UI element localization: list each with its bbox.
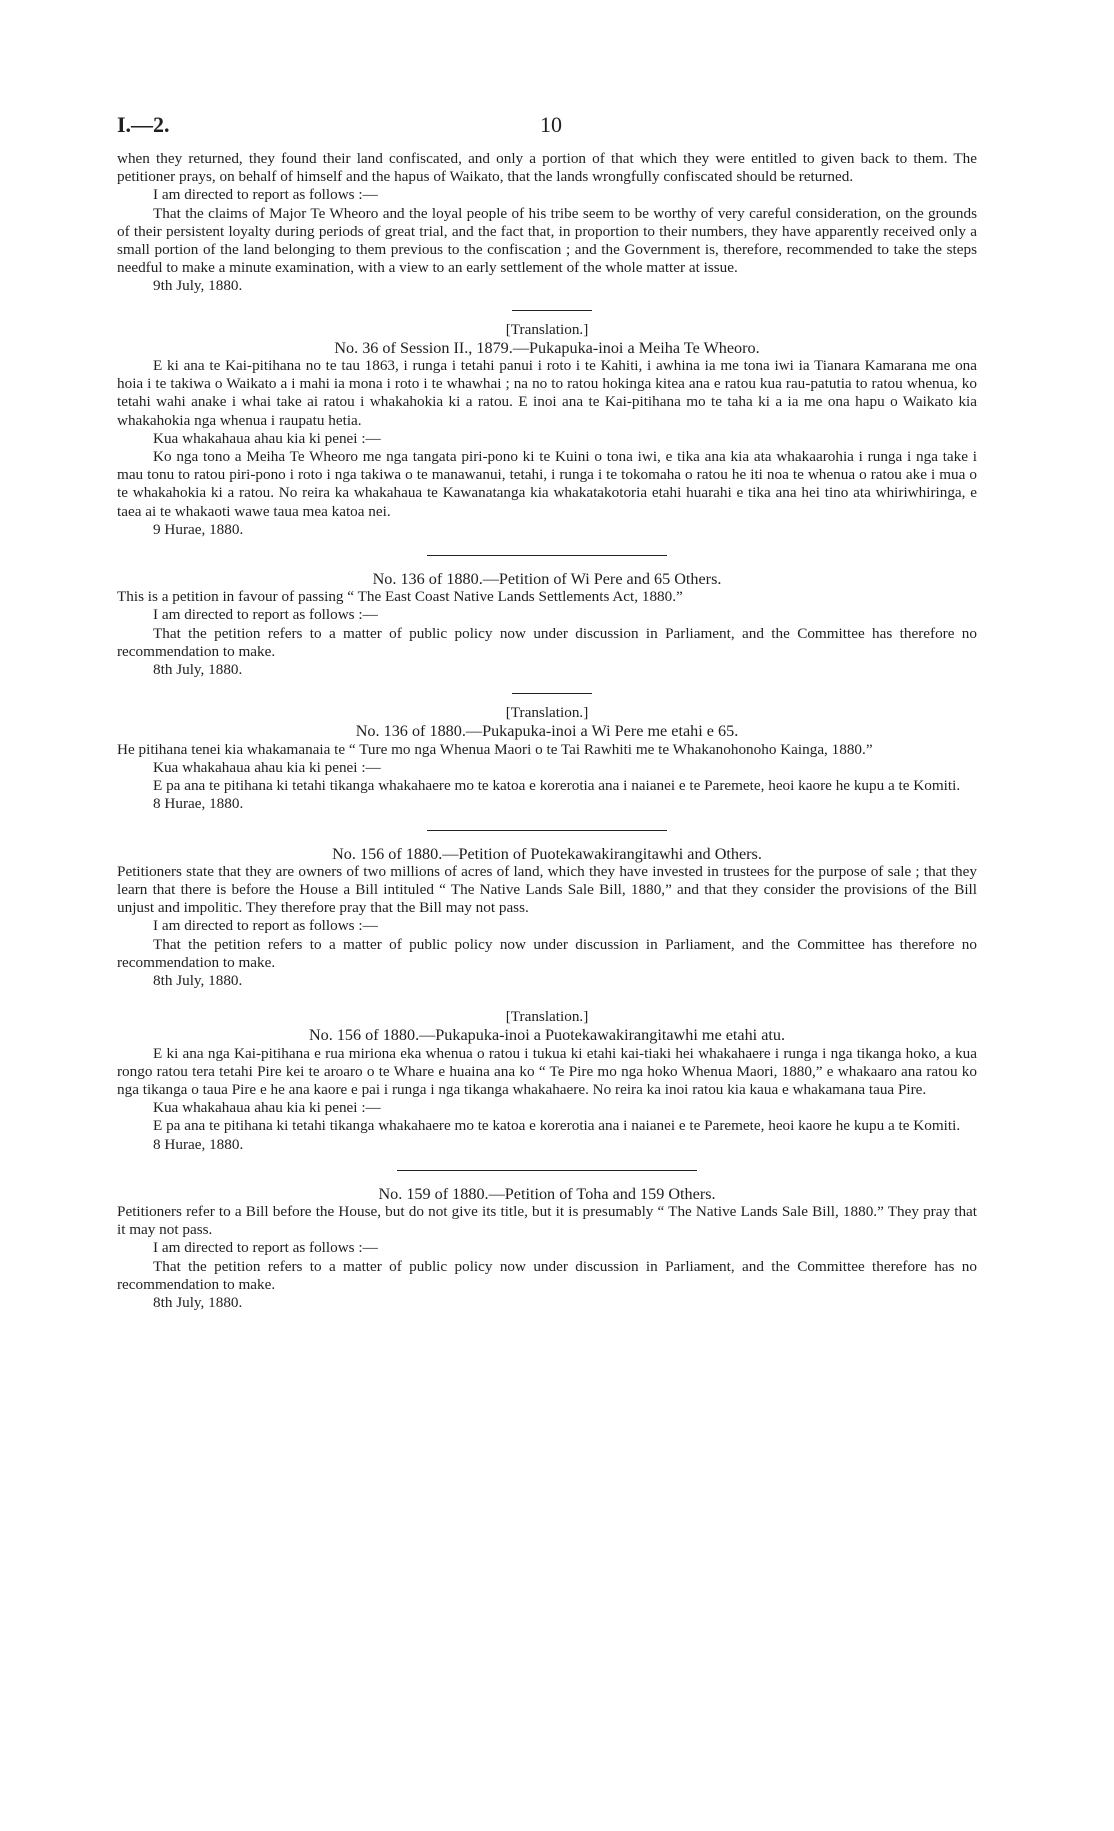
translation-label: [Translation.]	[505, 1008, 589, 1026]
directed-line: Kua whakahaua ahau kia ki penei :—	[153, 1099, 381, 1117]
section-title: No. 156 of 1880.—Petition of Puotekawakirangitawhi and Others.	[332, 844, 762, 863]
paragraph: That the claims of Major Te Wheoro and the loyal people of his tribe seem to be worthy of very careful consideration, on the grounds of their persistent loyalty during periods of great trial, and the fact that, in proportion to their numbers, they have apparently received only a small portion of the land belonging to them previous to the confiscation ; and the Government is, therefore, recommended to take the steps needful to make a minute examination, with a view to an early settlement of the whole matter at issue.	[117, 204, 977, 277]
divider-rule	[427, 555, 667, 556]
paragraph: when they returned, they found their land confiscated, and only a portion of that which they were entitled to given back to them. The petitioner prays, on behalf of himself and the hapus of Waikato, that the lands wrongfully confiscated should be returned.	[117, 150, 977, 186]
date-line: 9 Hurae, 1880.	[153, 520, 244, 538]
date-line: 8 Hurae, 1880.	[153, 1135, 244, 1153]
directed-line: Kua whakahaua ahau kia ki penei :—	[153, 429, 381, 447]
date-line: 9th July, 1880.	[153, 277, 243, 295]
section-title: No. 136 of 1880.—Petition of Wi Pere and 65 Others.	[372, 570, 722, 589]
paragraph: He pitihana tenei kia whakamanaia te “ Ture mo nga Whenua Maori o te Tai Rawhiti me te Whakanohonoho Kainga, 1880.”	[117, 740, 873, 758]
directed-line: I am directed to report as follows :—	[153, 186, 378, 204]
directed-line: I am directed to report as follows :—	[153, 606, 378, 624]
paragraph: Petitioners refer to a Bill before the House, but do not give its title, but it is presumably “ The Native Lands Sale Bill, 1880.” They pray that it may not pass.	[117, 1202, 977, 1239]
date-line: 8th July, 1880.	[153, 661, 243, 679]
divider-rule	[512, 693, 592, 694]
paragraph: Petitioners state that they are owners of two millions of acres of land, which they have invested in trustees for the purpose of sale ; that they learn that there is before the House a Bill intituled “ The Native Lands Sale Bill, 1880,” and that they consider the provisions of the Bill unjust and impolitic. They therefore pray that the Bill may not pass.	[117, 862, 977, 917]
page-reference: I.—2.	[117, 112, 170, 137]
divider-rule	[397, 1170, 697, 1171]
paragraph: That the petition refers to a matter of public policy now under discussion in Parliament, and the Committee therefore has no recommendation to make.	[117, 1257, 977, 1293]
section-title: No. 136 of 1880.—Pukapuka-inoi a Wi Pere me etahi e 65.	[355, 722, 739, 741]
directed-line: Kua whakahaua ahau kia ki penei :—	[153, 758, 381, 776]
paragraph: Ko nga tono a Meiha Te Wheoro me nga tangata piri-pono ki te Kuini o tona iwi, e tika ana kia ata whakaarohia i runga i nga take i mau tonu to ratou piri-pono i roto i nga takiwa o te manawanui, tetahi, i runga i te tokomaha o ratou he iti noa te whenua o ratou ake i mua o te whakahokia ki a ratou. No reira ka whakahaua te Kawanatanga kia whakatakotoria etahi huarahi e tika ana hei tino ata whiriwhiringa, e taea ai te whakaoti wawe taua mea katoa nei.	[117, 448, 977, 520]
date-line: 8 Hurae, 1880.	[153, 795, 244, 813]
paragraph: E ki ana te Kai-pitihana no te tau 1863, i runga i tetahi panui i roto i te Kahiti, i awhina ia me tona iwi ia Tianara Kamarana me ona hoia i te takiwa o Waikato a i mahi ia mona i roto i te whawhai ; na no to ratou hokinga kitea ana e ratou kua rau-patutia to ratou whenua, ko tetahi wahi anake i whai take ai ratou i whakahokia ki a ratou. E inoi ana te Kai-pitihana mo te taha ki a ia me ona hapu o Waikato kia whakahokia nga whenua i raupatu hetia.	[117, 357, 977, 429]
paragraph: E pa ana te pitihana ki tetahi tikanga whakahaere mo te katoa e korerotia ana i naianei e te Paremete, heoi kaore he kupu a te Komiti.	[153, 777, 961, 795]
paragraph: E ki ana nga Kai-pitihana e rua miriona eka whenua o ratou i tukua ki etahi kai-tiaki hei whakahaere i runga i nga tikanga hoko, a kua rongo ratou tera tetahi Pire kei te aroaro o te Whare e huaina ana ko “ Te Pire mo nga hoko Whenua Maori, 1880,” e whakaaro ana ratou ko nga tikanga o taua Pire e he ana kaore e pai i runga i nga tikanga whakahaere. No reira ka inoi ratou kia kaua e whakamana taua Pire.	[117, 1044, 977, 1098]
date-line: 8th July, 1880.	[153, 1293, 243, 1311]
paragraph: E pa ana te pitihana ki tetahi tikanga whakahaere mo te katoa e korerotia ana i naianei e te Paremete, heoi kaore he kupu a te Komiti.	[153, 1117, 961, 1135]
translation-label: [Translation.]	[505, 704, 589, 722]
directed-line: I am directed to report as follows :—	[153, 917, 378, 935]
directed-line: I am directed to report as follows :—	[153, 1239, 378, 1257]
divider-rule	[512, 310, 592, 311]
section-title: No. 36 of Session II., 1879.—Pukapuka-inoi a Meiha Te Wheoro.	[334, 338, 760, 357]
date-line: 8th July, 1880.	[153, 971, 243, 989]
paragraph: That the petition refers to a matter of public policy now under discussion in Parliament, and the Committee has therefore no recommendation to make.	[117, 935, 977, 971]
page-body	[117, 150, 977, 1312]
paragraph: This is a petition in favour of passing “ The East Coast Native Lands Settlements Act, 1880.”	[117, 588, 683, 606]
page-number: 10	[540, 112, 562, 137]
paragraph: That the petition refers to a matter of public policy now under discussion in Parliament, and the Committee has therefore no recommendation to make.	[117, 624, 977, 660]
divider-rule	[427, 830, 667, 831]
section-title: No. 156 of 1880.—Pukapuka-inoi a Puotekawakirangitawhi me etahi atu.	[308, 1026, 786, 1045]
section-title: No. 159 of 1880.—Petition of Toha and 159 Others.	[378, 1184, 716, 1203]
translation-label: [Translation.]	[505, 320, 589, 338]
